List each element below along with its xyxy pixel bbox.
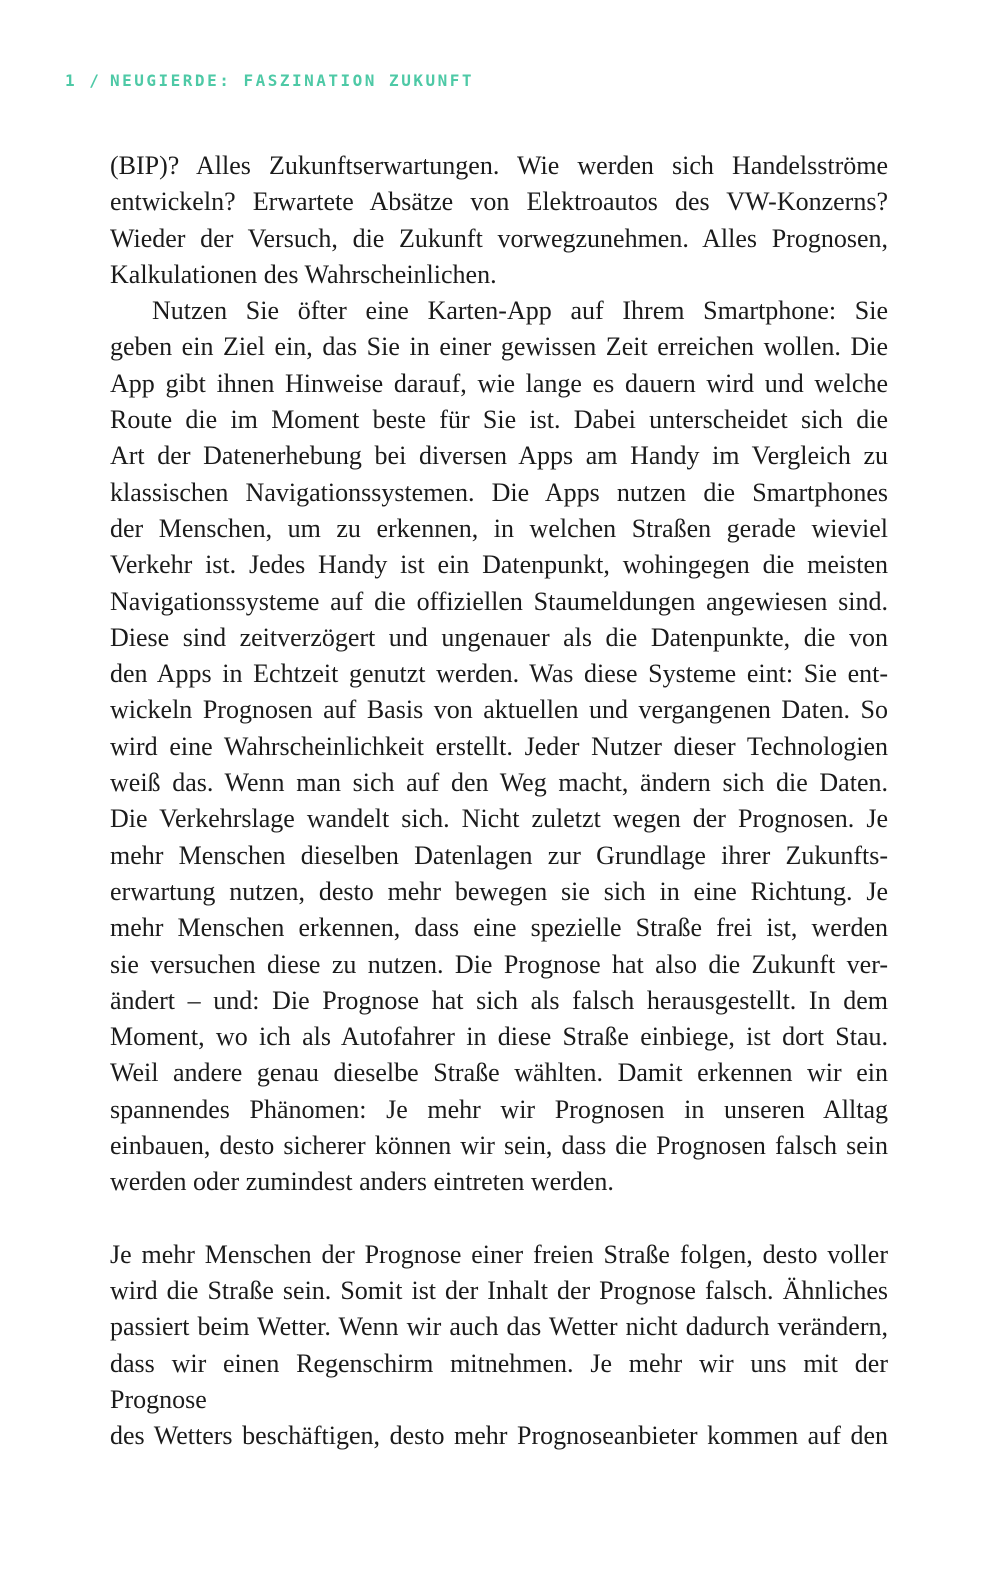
text-line: Navigationssysteme auf die offiziellen Staumeldungen angewiesen sind. (110, 586, 888, 616)
text-line: geben ein Ziel ein, das Sie in einer gewissen Zeit erreichen wollen. Die (110, 332, 888, 362)
text-line: wickeln Prognosen auf Basis von aktuellen und vergangenen Daten. So (110, 695, 888, 725)
text-line: erwartung nutzen, desto mehr bewegen sie sich in eine Richtung. Je (110, 876, 888, 906)
text-line: Art der Datenerhebung bei diversen Apps am Handy im Vergleich zu (110, 441, 888, 471)
text-line: Kalkulationen des Wahrscheinlichen. (110, 259, 497, 289)
paragraph (110, 148, 888, 293)
text-line: Wieder der Versuch, die Zukunft vorwegzunehmen. Alles Prognosen, (110, 223, 888, 253)
text-line: Route die im Moment beste für Sie ist. Dabei unterscheidet sich die (110, 405, 888, 435)
paragraph (110, 1237, 888, 1455)
body-text (110, 148, 888, 1454)
text-line: Diese sind zeitverzögert und ungenauer als die Datenpunkte, die von (110, 622, 888, 652)
text-line: mehr Menschen dieselben Datenlagen zur Grundlage ihrer Zukunfts- (110, 840, 888, 870)
text-line: App gibt ihnen Hinweise darauf, wie lange es dauern wird und welche (110, 368, 888, 398)
text-line: wird die Straße sein. Somit ist der Inhalt der Prognose falsch. Ähnliches (110, 1275, 888, 1305)
text-line: entwickeln? Erwartete Absätze von Elektroautos des VW-Konzerns? (110, 187, 888, 217)
running-header (65, 71, 474, 90)
chapter-number: 1 / (65, 71, 102, 90)
text-line: des Wetters beschäftigen, desto mehr Prognoseanbieter kommen auf den (110, 1421, 888, 1451)
text-line: Weil andere genau dieselbe Straße wählten. Damit erkennen wir ein (110, 1058, 888, 1088)
text-line: einbauen, desto sicherer können wir sein, dass die Prognosen falsch sein (110, 1131, 888, 1161)
text-line: Je mehr Menschen der Prognose einer freien Straße folgen, desto voller (110, 1239, 888, 1269)
text-line: weiß das. Wenn man sich auf den Weg macht, ändern sich die Daten. (110, 768, 888, 798)
text-line: den Apps in Echtzeit genutzt werden. Was diese Systeme eint: Sie ent- (110, 659, 888, 689)
text-line: werden oder zumindest anders eintreten werden. (110, 1167, 614, 1197)
text-line: spannendes Phänomen: Je mehr wir Prognosen in unseren Alltag (110, 1094, 888, 1124)
text-line: Verkehr ist. Jedes Handy ist ein Datenpunkt, wohingegen die meisten (110, 550, 888, 580)
text-line: sie versuchen diese zu nutzen. Die Prognose hat also die Zukunft ver- (110, 949, 888, 979)
text-line: Moment, wo ich als Autofahrer in diese Straße einbiege, ist dort Stau. (110, 1022, 888, 1052)
text-line: mehr Menschen erkennen, dass eine spezielle Straße frei ist, werden (110, 913, 888, 943)
text-line: (BIP)? Alles Zukunftserwartungen. Wie werden sich Handelsströme (110, 151, 888, 180)
paragraph (110, 293, 888, 1200)
text-line: ändert – und: Die Prognose hat sich als falsch herausgestellt. In dem (110, 985, 888, 1015)
text-line: Die Verkehrslage wandelt sich. Nicht zuletzt wegen der Prognosen. Je (110, 804, 888, 834)
text-line: klassischen Navigationssystemen. Die Apps nutzen die Smartphones (110, 477, 888, 507)
text-line: wird eine Wahrscheinlichkeit erstellt. Jeder Nutzer dieser Technologien (110, 731, 888, 761)
text-line: Nutzen Sie öfter eine Karten-App auf Ihrem Smartphone: Sie (152, 296, 888, 326)
text-line: passiert beim Wetter. Wenn wir auch das Wetter nicht dadurch verändern, (110, 1312, 888, 1342)
text-line: der Menschen, um zu erkennen, in welchen Straßen gerade wieviel (110, 513, 888, 543)
text-line: dass wir einen Regenschirm mitnehmen. Je mehr wir uns mit der Prognose (110, 1348, 888, 1414)
chapter-title: NEUGIERDE: FASZINATION ZUKUNFT (110, 71, 474, 90)
